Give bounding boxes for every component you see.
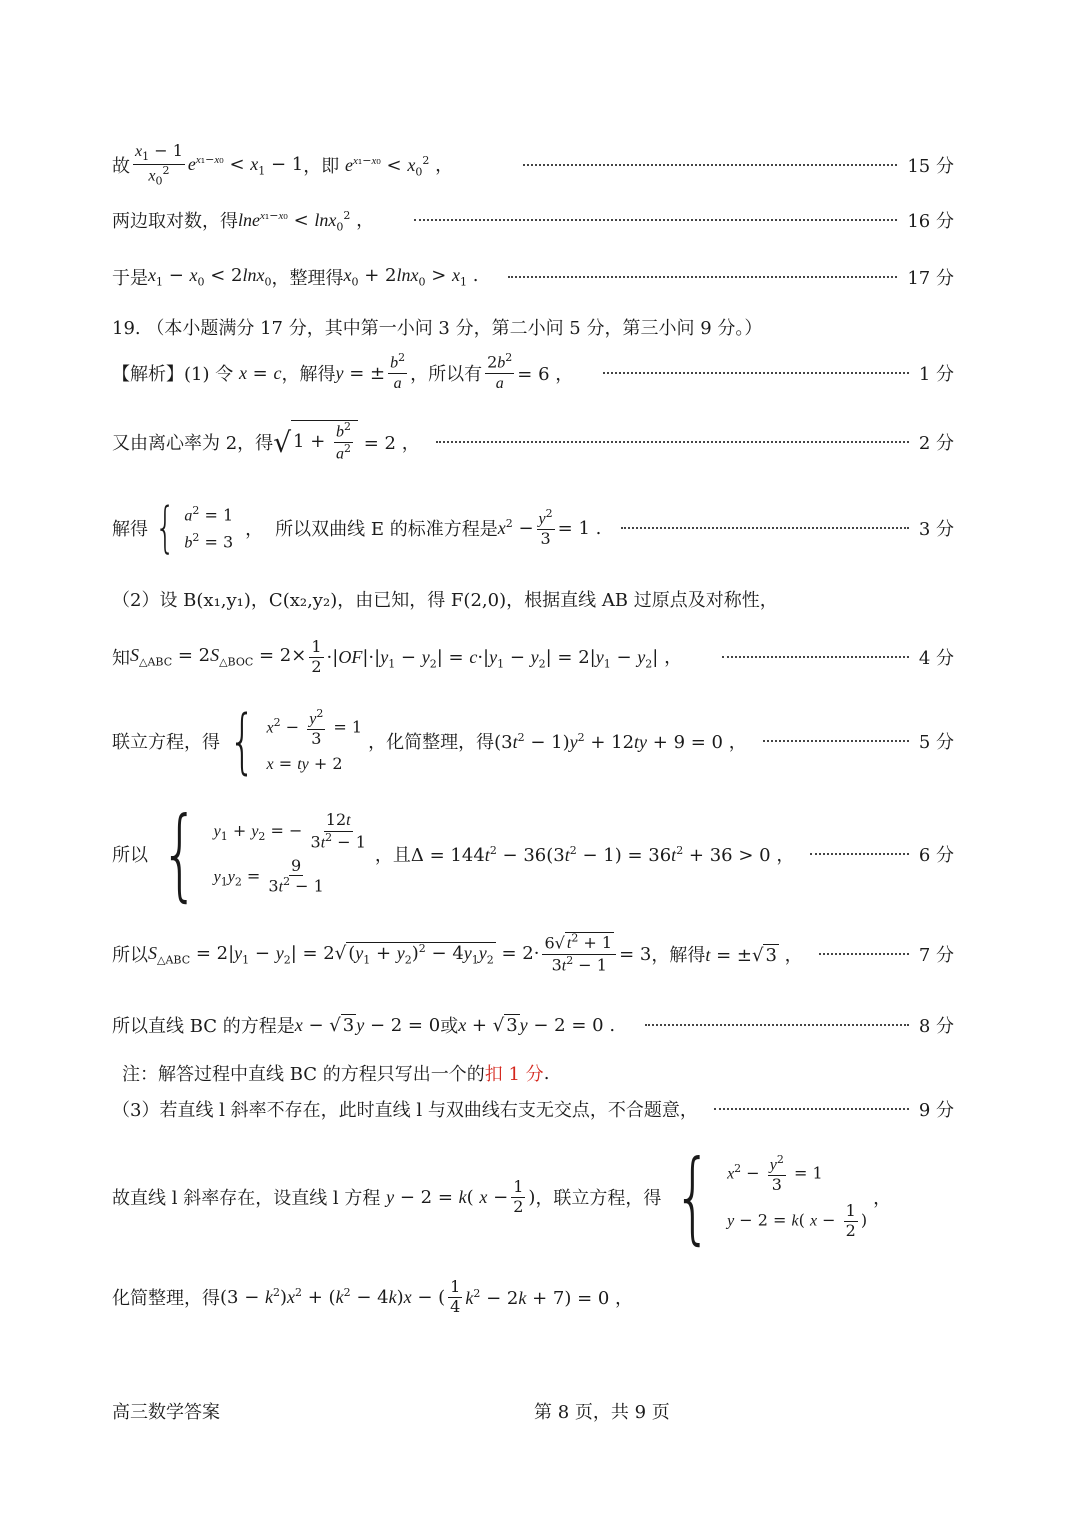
text: 所以: [112, 945, 148, 966]
note-line: [122, 1058, 954, 1088]
line-15: [112, 140, 954, 190]
leader-dots: [414, 219, 897, 221]
text: （2）设 B(x₁,y₁)，C(x₂,y₂)，由已知，得 F(2,0)，根据直线 AB 过原点及对称性，: [112, 590, 778, 611]
text: 故直线 l 斜率存在，设直线 l 方程: [112, 1188, 381, 1209]
text: ，所以有: [410, 364, 483, 385]
score: 1 分: [918, 364, 954, 385]
math: = 6 ，: [517, 364, 574, 385]
score: 4 分: [918, 648, 954, 669]
math: x − √ 3 y − 2 = 0: [294, 1014, 441, 1036]
math: $k^2 - 2k + 7) = 0$ ，: [465, 1287, 634, 1309]
math: $S_{\triangle ABC} = 2|y_1 - y_2| = 2√$ $(y_1 + y_2)^2 - 4y_1y_2 = 2\cdot$: [148, 941, 540, 967]
text: ，联立方程，得: [535, 1188, 662, 1209]
text: ，化简整理，得: [368, 732, 495, 753]
text: 【解析】(1) 令: [112, 364, 234, 385]
math: = 2 ，: [358, 433, 420, 454]
math: t = ±√ 3 ，: [705, 945, 803, 966]
system: $y_1 + y_2$ = − $\frac{12t}{3t^2 - 1}$ $y_1y_2$ = $\frac{9}{3t^2 - 1}$: [213, 810, 366, 896]
math: lne$^{x_1-x_0}$ < lnx$_0^2$ ，: [238, 209, 375, 234]
text: ，解得: [651, 945, 706, 966]
fraction: $\frac{1}{2}$: [311, 637, 322, 676]
system: $x^2$ − $\frac{y^2}{3}$ = 1 y − 2 = k( x − $\frac{1}{2}$ ): [727, 1153, 868, 1240]
text: 化简整理，得: [112, 1288, 220, 1309]
math: x + √ 3 y − 2 = 0 .: [458, 1014, 616, 1036]
deduct-text: 扣 1 分: [484, 1064, 544, 1085]
step-1: [112, 348, 954, 398]
math: $x_1 - x_0 < 2\ln x_0$: [148, 265, 272, 289]
fraction: $\frac{6√ t^2 + 1}{3t^2 - 1}$: [542, 933, 616, 975]
math: y − 2 = k( x −: [386, 1186, 509, 1208]
text: ，即: [303, 156, 340, 177]
leader-dots: [810, 853, 908, 855]
math: $S_{\triangle ABC} = 2S_{\triangle BOC} = 2\times$: [130, 645, 307, 669]
text: 所以双曲线 E 的标准方程是: [275, 519, 498, 540]
math: √: [273, 425, 292, 459]
score: 16 分: [907, 211, 954, 232]
leader-dots: [763, 740, 909, 742]
text: 所以: [112, 845, 148, 866]
text: 知: [112, 648, 130, 669]
text: 注：解答过程中直线 BC 的方程只写出一个的: [122, 1064, 485, 1085]
system: $x^2$ − $\frac{y^2}{3}$ = 1 x = ty + 2: [266, 706, 363, 774]
leader-dots: [436, 441, 909, 443]
fraction: $\frac{b^2}{a}$: [390, 351, 406, 393]
text: 两边取对数，得: [112, 211, 238, 232]
score: 5 分: [918, 732, 954, 753]
math: $x_0 + 2\ln x_0 > x_1$ .: [343, 265, 479, 289]
text: .: [543, 1062, 550, 1084]
math: $e^{x_1-x_0} < x_0^2$ ，: [344, 154, 454, 179]
text: （3）若直线 l 斜率不存在，此时直线 l 与双曲线右支无交点，不合题意，: [112, 1100, 698, 1121]
fraction: $\frac{y^2}{3}$: [538, 506, 553, 548]
fraction: $\frac{2b^2}{a}$: [487, 351, 513, 393]
step-3: 解得 { $a^2 = 1$ $b^2 = 3$ ， 所以双曲线 E 的标准方程是 $x^2$ − $\frac{y^2}{3}$ = 1 . 3 分: [112, 496, 954, 559]
math: $(3t^2 - 1)y^2 + 12ty + 9 = 0$ ，: [494, 731, 747, 753]
score: 17 分: [907, 268, 954, 289]
line-16: [112, 205, 954, 235]
system: $a^2 = 1$ $b^2 = 3$: [184, 503, 234, 552]
math: $\cdot|OF|\cdot|y_1 - y_2| = c\cdot|y_1 - y_2| = 2|y_1 - y_2|$ ，: [326, 647, 683, 671]
math: $x^2$ −: [497, 517, 534, 539]
score: 7 分: [918, 945, 954, 966]
leader-dots: [645, 1024, 909, 1026]
math: $(3 - k^2)x^2 + (k^2 - 4k)x$ − (: [220, 1286, 446, 1308]
math: = 3: [619, 943, 652, 965]
text: 于是: [112, 268, 148, 289]
leader-dots: [722, 656, 909, 658]
step-9: [112, 1094, 954, 1124]
math: 1 + $\frac{b^2}{a^2}$: [291, 420, 358, 463]
step-2: [112, 414, 954, 470]
score: 8 分: [918, 1016, 954, 1037]
question-19-header: [112, 312, 954, 342]
text: 所以直线 BC 的方程是: [112, 1016, 295, 1037]
math: y = ±: [335, 362, 386, 384]
text: 故: [112, 156, 130, 177]
leader-dots: [714, 1108, 909, 1110]
math: = 1 .: [557, 517, 602, 539]
step-8: [112, 1010, 954, 1040]
fraction: $\frac{x_1 - 1}{x_0^2}$: [135, 141, 183, 188]
score: 15 分: [907, 156, 954, 177]
fraction: $\frac{1}{4}$: [450, 1277, 461, 1316]
math: x = c: [238, 362, 282, 384]
math: $e^{x_1-x_0} < x_1 - 1$: [187, 152, 304, 178]
text: ，且: [374, 845, 411, 866]
text: 19. （本小题满分 17 分，其中第一小问 3 分，第二小问 5 分，第三小问 9 分。）: [112, 318, 763, 339]
brace: {: [228, 700, 256, 782]
text: 又由离心率为 2，得: [112, 433, 274, 454]
text: 或: [440, 1016, 459, 1037]
score: 3 分: [918, 519, 954, 540]
leader-dots: [523, 164, 897, 166]
text: 解得: [112, 519, 148, 540]
text: ，解得: [281, 364, 336, 385]
text: ，整理得: [271, 268, 344, 289]
math: ): [528, 1186, 536, 1208]
line-17: [112, 262, 954, 292]
fraction: $\frac{1}{2}$: [513, 1177, 524, 1216]
text: 联立方程，得: [112, 732, 220, 753]
step-7: [112, 926, 954, 982]
part-2-intro: [112, 584, 954, 614]
step-4: [112, 634, 954, 680]
score: 2 分: [918, 433, 954, 454]
leader-dots: [819, 953, 909, 955]
step-5: [112, 702, 954, 780]
leader-dots: [508, 276, 897, 278]
footer-page-number: 第 8 页，共 9 页: [534, 1402, 670, 1423]
brace: {: [154, 496, 176, 559]
score: 6 分: [918, 845, 954, 866]
step-11: [112, 1274, 954, 1320]
leader-dots: [621, 527, 908, 529]
step-10: 故直线 l 斜率存在，设直线 l 方程 y − 2 = k( x − $\frac{1}{2}$ ) ，联立方程，得 { $x^2$ − $\frac{y^2}{3}$ = 1 y − 2 = k( x − $\frac{1}{2}$ ) ，: [112, 1138, 892, 1255]
brace: {: [160, 795, 199, 912]
score: 9 分: [918, 1100, 954, 1121]
step-6: [112, 795, 954, 912]
footer-left: 高三数学答案: [112, 1402, 220, 1423]
leader-dots: [603, 372, 909, 374]
math: $\Delta = 144t^2 - 36(3t^2 - 1) = 36t^2 + 36 > 0$ ，: [410, 844, 795, 866]
brace: {: [674, 1138, 713, 1255]
